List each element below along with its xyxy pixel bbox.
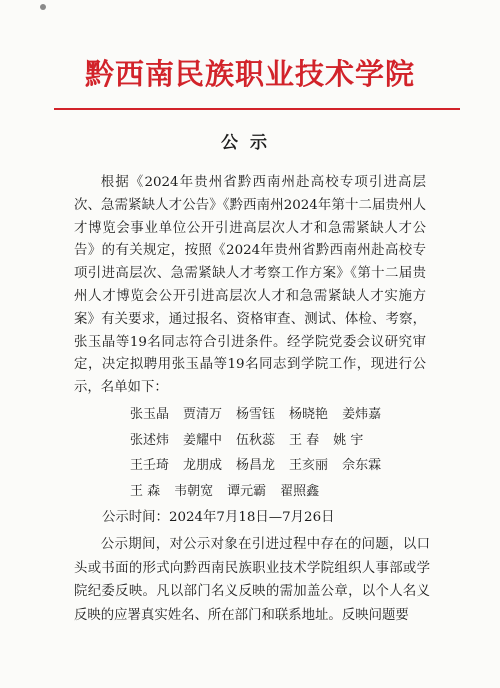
title-rule	[54, 108, 460, 110]
name-entry: 王 春	[289, 432, 320, 448]
name-row	[130, 428, 381, 454]
notice-paragraph: 公示期间，对公示对象在引进过程中存在的问题，以口头或书面的形式向黔西南民族职业技术学院组织人事部或学院纪委反映。凡以部门名义反映的需加盖公章，以个人名义反映的应署真实姓名、所在部门和联系地址。反映问题要	[74, 537, 430, 623]
name-entry: 谭元霸	[227, 483, 267, 499]
document-title: 黔西南民族职业技术学院	[84, 57, 415, 91]
name-row	[130, 402, 381, 428]
name-entry: 姜炜嘉	[342, 407, 382, 422]
name-entry: 王 森	[130, 483, 161, 499]
intro-section	[74, 172, 426, 400]
name-entry: 杨昌龙	[236, 458, 276, 473]
name-entry: 姚 宇	[333, 432, 364, 448]
name-list	[130, 402, 381, 504]
name-entry: 王壬琦	[130, 458, 170, 473]
document-subtitle: 公示	[221, 133, 279, 153]
name-entry: 姜耀中	[183, 432, 223, 448]
notice-section	[74, 533, 430, 627]
name-entry: 韦朝宽	[174, 483, 214, 499]
scan-mark	[40, 4, 46, 10]
name-entry: 张玉晶	[130, 407, 170, 422]
name-entry: 贾清万	[183, 407, 223, 422]
name-entry: 佘东霖	[342, 458, 382, 473]
name-entry: 王亥丽	[289, 458, 329, 473]
name-row	[130, 453, 381, 479]
publicity-time: 公示时间：2024年7月18日—7月26日	[102, 510, 335, 525]
intro-paragraph: 根据《2024年贵州省黔西南州赴高校专项引进高层次、急需紧缺人才公告》《黔西南州2024年第十二届贵州人才博览会事业单位公开引进高层次人才和急需紧缺人才公告》的有关规定，按照《2024年贵州省黔西南州赴高校专项引进高层次、急需紧缺人才考察工作方案》《第十二届贵州人才博览会公开引进高层次人才和急需紧缺人才实施方案》有关要求，通过报名、资格审查、测试、体检、考察，张玉晶等19名同志符合引进条件。经学院党委会议研究审定，决定拟聘用张玉晶等19名同志到学院工作，现进行公示，名单如下：	[74, 175, 426, 396]
name-entry: 张述炜	[130, 432, 170, 448]
name-entry: 杨晓艳	[289, 407, 329, 422]
name-entry: 龙朋成	[183, 458, 223, 473]
name-entry: 杨雪钰	[236, 407, 276, 422]
name-entry: 翟照鑫	[280, 483, 320, 499]
name-entry: 伍秋蕊	[236, 432, 276, 448]
name-row	[130, 479, 381, 505]
